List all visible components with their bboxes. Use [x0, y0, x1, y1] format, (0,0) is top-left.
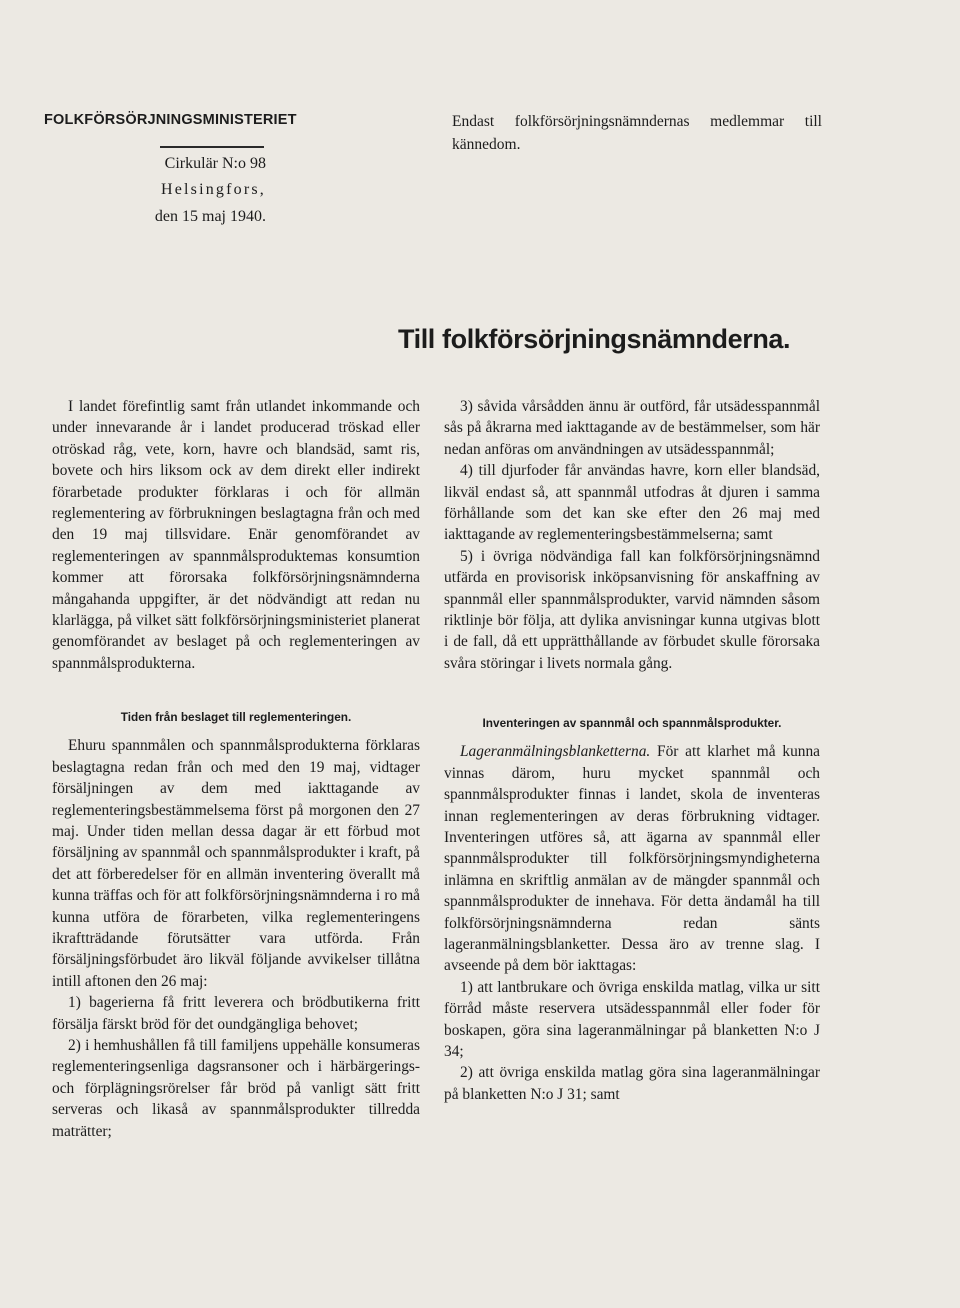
list-item: 3) såvida vårsådden ännu är outförd, får utsädesspannmål sås på åkrarna med iakttagande av de bestämmelser, som här nedan anföras om användningen av utsädesspannmål;	[444, 398, 820, 458]
timing-paragraph: Ehuru spannmålen och spannmålsprodukterna förklaras beslagtagna redan från och med den 19 maj, vidtager försäljningen av dem med iakttagande av reglementeringsbestämmelsema först på morgonen den 27 maj. Under tiden mellan dessa dagar är ett förbud mot försäljning av spannmål och spannmålsprodukter i kraft, på det att förberedelser för en allmän inventering överallt må kunna träffas och för att folkförsörjningsnämnderna i ro må kunna utföra de förarbeten, vilka reglementeringens ikraftträdande förutsätter vara utförda. Från försäljningsförbudet äro likväl följande avvikelser tillåtna intill aftonen den 26 maj:	[52, 737, 420, 990]
list-item: 4) till djurfoder får användas havre, korn eller blandsäd, likväl endast så, att spannmål utfodras åt djuren i samma förhållande som det kan ske efter den 26 maj med iakttagande av reglementeringsbestämmelserna; samt	[444, 462, 820, 544]
ministry-name: FOLKFÖRSÖRJNINGSMINISTERIET	[44, 112, 297, 128]
list-item: 1) att lantbrukare och övriga enskilda matlag, vilka ur sitt förråd måste reservera utsädesspannmål eller foder för boskapen, göra sina lageranmälningar på blanketten N:o J 34;	[444, 978, 820, 1060]
section-heading-timing: Tiden från beslaget till reglementeringen.	[120, 710, 352, 725]
list-item: 1) bagerierna få fritt leverera och brödbutikerna fritt försälja färskt bröd för det oundgängliga behovet;	[52, 994, 420, 1033]
right-column	[444, 396, 820, 1105]
intro-paragraph: I landet förefintlig samt från utlandet inkommande och under innevarande år i landet producerad tröskad eller otröskad råg, vete, korn, havre och blandsäd, samt ris, bovete och hirs liksom ock av dem direkt eller indirekt förarbetade produkter förklaras i och för allmän reglementering av förbrukningen beslagtagna från och med den 19 maj tillsvidare. Enär genomförandet av reglementeringen av spannmålsproduktemas konsumtion kommer att förorsaka folkförsörjningsnämnderna mångahanda uppgifter, är det nödvändigt att redan nu klarlägga, på vilket sätt folkförsörjningsministeriet planerat genomförandet av beslaget på och reglementeringen av spannmålsprodukterna.	[52, 398, 420, 672]
circular-number: Cirkulär N:o 98	[164, 155, 266, 172]
date: den 15 maj 1940.	[154, 208, 266, 225]
distribution-notice: Endast folkförsörjningsnämndernas medlemmar till kännedom.	[452, 113, 822, 153]
left-column	[52, 396, 420, 1142]
section-heading-inventory: Inventeringen av spannmål och spannmålsprodukter.	[482, 716, 782, 731]
page-title: Till folkförsörjningsnämnderna.	[398, 324, 791, 354]
inventory-paragraph	[444, 741, 820, 976]
paragraph-title: Lageranmälningsblanketterna.	[460, 743, 651, 761]
place: Helsingfors,	[160, 181, 266, 198]
list-item: 5) i övriga nödvändiga fall kan folkförsörjningsnämnd utfärda en provisorisk inköpsanvisning för anskaffning av spannmål eller spannmålsprodukter, varvid nämnden såsom riktlinje bör följa, att dylika anvisningar kunna utgivas blott i de fall, då ett upprätthållande av förbudet skulle förorsaka svåra störingar i livets normala gång.	[444, 547, 820, 672]
list-item: 2) i hemhushållen få till familjens uppehälle konsumeras reglementeringsenliga dagsransoner och i härbärgerings- och förplägningsrörelser får bröd på vanligt sätt fritt serveras och likaså av spannmålsprodukter tillredda maträtter;	[52, 1036, 420, 1140]
paragraph-text: För att klarhet må kunna vinnas därom, huru mycket spannmål och spannmålsprodukter finnas i landet, skola de inventeras innan reglementeringen av deras förbrukning vidtager. Inventeringen utföres så, att ägarna av spannmål eller spannmålsprodukter till folkförsörjningsmyndigheterna inlämna en skriftlig anmälan av de mängder spannmål och spannmålsprodukter de innehava. För detta ändamål ha till folkförsörjningsnämnderna redan sänts lageranmälningsblanketter. Dessa äro av trenne slag. I avseende på dem bör iakttagas:	[444, 743, 820, 975]
list-item: 2) att övriga enskilda matlag göra sina lageranmälningar på blanketten N:o J 31; samt	[444, 1064, 820, 1103]
separator-line	[160, 146, 264, 148]
